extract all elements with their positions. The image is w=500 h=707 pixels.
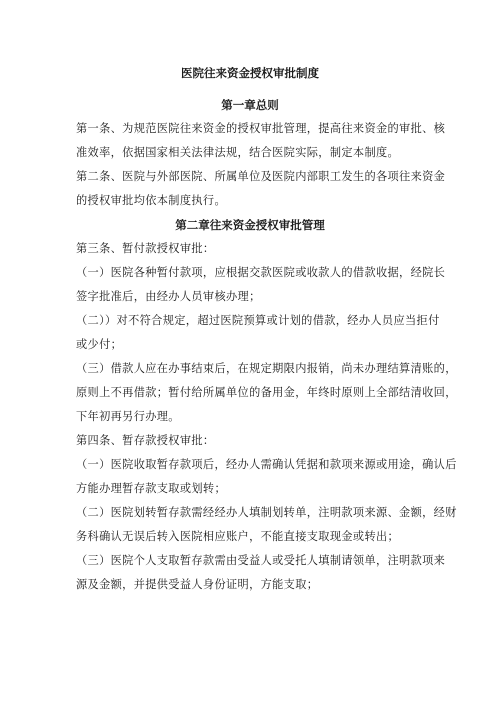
document-title: 医院往来资金授权审批制度	[181, 66, 319, 80]
article-4-item-3-line-2: 源及金额，并提供受益人身份证明，方能支取；	[76, 578, 319, 591]
article-3-item-2-line-1: （二））对不符合规定，超过医院预算或计划的借款，经办人员应当拒付	[76, 314, 440, 327]
chapter-1-heading: 第一章总则	[221, 98, 279, 112]
article-4-item-2-line-2: 务科确认无误后转入医院相应账户，不能直接支取现金或转出；	[76, 530, 400, 543]
article-3-item-3-line-3: 下年初再另行办理。	[76, 410, 180, 423]
article-3-item-1-line-1: （一）医院各种暂付款项，应根据交款医院或收款人的借款收据，经院长	[76, 266, 446, 279]
article-2-line-2: 的授权审批均依本制度执行。	[76, 194, 226, 207]
article-1-line-2: 准效率，依据国家相关法律法规，结合医院实际，制定本制度。	[76, 146, 400, 159]
article-1-line-1: 第一条、为规范医院往来资金的授权审批管理，提高往来资金的审批、核	[76, 122, 446, 135]
article-3-item-2-line-2: 或少付；	[76, 338, 123, 351]
article-4-item-1-line-2: 方能办理暂存款支取或划转；	[76, 482, 226, 495]
article-4-item-2-line-1: （二）医院划转暂存款需经经办人填制划转单，注明款项来源、金额，经财	[76, 506, 457, 519]
article-4-item-3-line-1: （三）医院个人支取暂存款需由受益人或受托人填制请领单，注明款项来	[76, 554, 446, 567]
article-4-item-1-line-1: （一）医院收取暂存款项后，经办人需确认凭据和款项来源或用途，确认后	[76, 458, 457, 471]
article-3-item-3-line-2: 原则上不再借款；暂付给所属单位的备用金，年终时原则上全部结清收回，	[76, 386, 457, 399]
article-3-item-1-line-2: 签字批准后，由经办人员审核办理；	[76, 290, 261, 303]
chapter-2-heading: 第二章往来资金授权审批管理	[175, 218, 325, 232]
article-2-line-1: 第二条、医院与外部医院、所属单位及医院内部职工发生的各项往来资金	[76, 170, 446, 183]
article-3-item-3-line-1: （三）借款人应在办事结束后，在规定期限内报销，尚未办理结算清账的，	[76, 362, 457, 375]
article-3-heading: 第三条、暂付款授权审批：	[76, 242, 215, 255]
article-4-heading: 第四条、暂存款授权审批：	[76, 434, 215, 447]
